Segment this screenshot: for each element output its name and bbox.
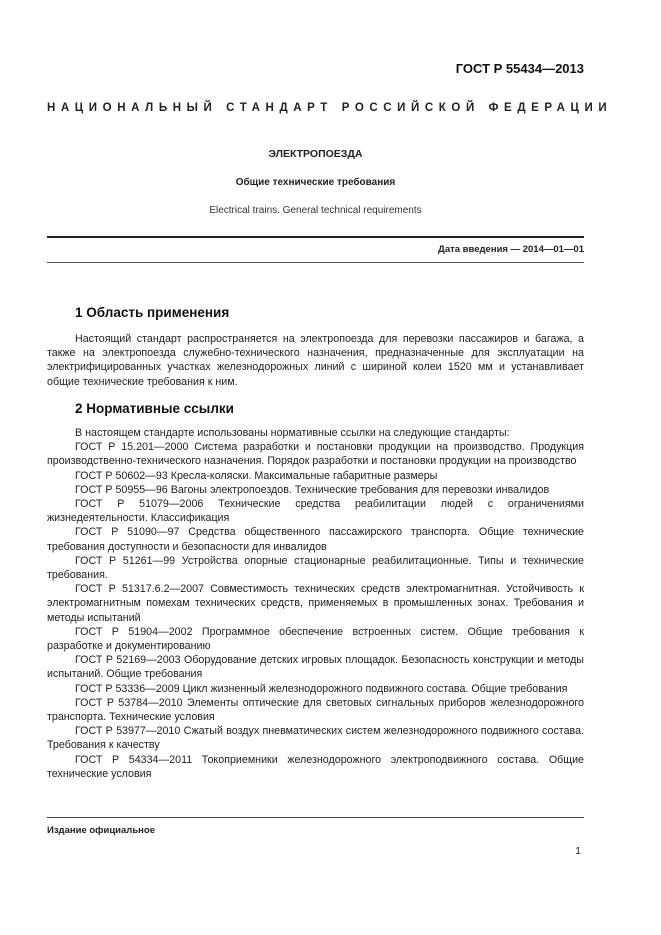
title-divider (47, 236, 584, 238)
reference-item: ГОСТ Р 53977—2010 Сжатый воздух пневматических систем железнодорожного подвижного состава. Требования к качеству (47, 725, 584, 752)
section-heading-references: 2 Нормативные ссылки (75, 401, 234, 416)
official-edition-label: Издание официальное (47, 825, 155, 836)
reference-item: ГОСТ Р 53784—2010 Элементы оптические для световых сигнальных приборов железнодорожного транспорта. Технические условия (47, 696, 584, 724)
english-title: Electrical trains. General technical requirements (209, 205, 422, 216)
national-standard-banner: НАЦИОНАЛЬНЫЙ СТАНДАРТ РОССИЙСКОЙ ФЕДЕРАЦИИ (47, 102, 613, 114)
reference-item: ГОСТ Р 51317.6.2—2007 Совместимость технических средств электромагнитная. Устойчивость к электромагнитным помехам технических средств, применяемых в промышленных зонах. Требования и методы испытаний (47, 583, 584, 624)
reference-item: ГОСТ Р 51904—2002 Программное обеспечение встроенных систем. Общие требования к разработке и документированию (47, 625, 584, 653)
reference-item: ГОСТ Р 52169—2003 Оборудование детских игровых площадок. Безопасность конструкции и методы испытаний. Общие требования (47, 654, 584, 681)
date-divider (47, 262, 584, 263)
standard-code: ГОСТ Р 55434—2013 (455, 61, 584, 76)
reference-item: ГОСТ Р 51261—99 Устройства опорные стационарные реабилитационные. Типы и технические требования. (47, 554, 584, 582)
footer-divider (47, 817, 584, 818)
paragraph: Настоящий стандарт распространяется на электропоезда для перевозки пассажиров и багажа, а также на электропоезда служебно-технического назначения, предназначенные для эксплуатации на электрифицированных участках железнодорожных линий с шириной колеи 1520 мм и устанавливает общие технические требования к ним. (47, 333, 584, 388)
reference-item: ГОСТ Р 50602—93 Кресла-коляски. Максимальные габаритные размеры (75, 469, 438, 482)
reference-item: ГОСТ Р 51090—97 Средства общественного пассажирского транспорта. Общие технические требования доступности и безопасности для инвалидов (47, 526, 584, 553)
section-heading-scope: 1 Область применения (75, 305, 230, 320)
paragraph: В настоящем стандарте использованы нормативные ссылки на следующие стандарты: (75, 427, 510, 439)
reference-item: ГОСТ Р 51079—2006 Технические средства реабилитации людей с ограничениями жизнедеятельности. Классификация (47, 498, 584, 525)
reference-item: ГОСТ Р 50955—96 Вагоны электропоездов. Технические требования для перевозки инвалидов (75, 483, 550, 496)
section-body-references (47, 426, 584, 781)
page-number: 1 (575, 845, 581, 857)
reference-item: ГОСТ Р 54334—2011 Токоприемники железнодорожного электроподвижного состава. Общие технические условия (47, 753, 584, 780)
document-subtitle: Общие технические требования (235, 177, 396, 188)
reference-item: ГОСТ Р 15.201—2000 Система разработки и постановки продукции на производство. Продукция производственно-технического назначения. Порядок разработки и постановки продукции на производство (47, 441, 584, 468)
document-title: ЭЛЕКТРОПОЕЗДА (268, 148, 363, 160)
effective-date: Дата введения — 2014—01—01 (438, 244, 584, 255)
section-body-scope (47, 332, 584, 389)
reference-item: ГОСТ Р 53336—2009 Цикл жизненный железнодорожного подвижного состава. Общие требования (75, 682, 568, 695)
